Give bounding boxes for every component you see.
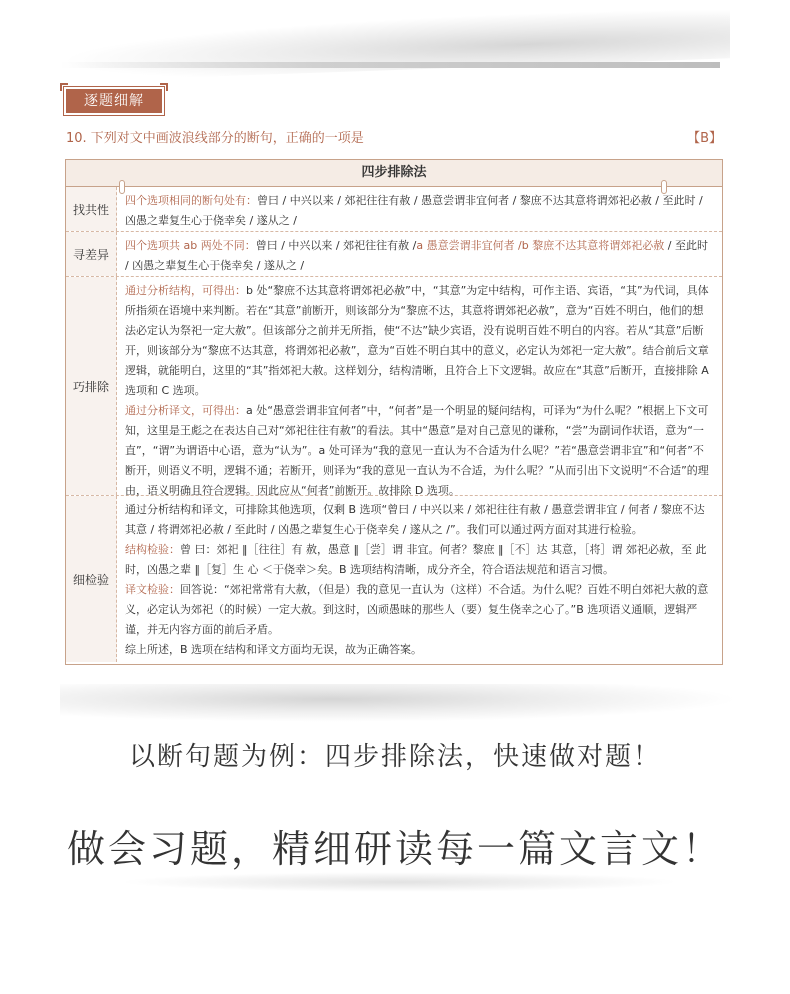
table-row [66,277,722,496]
row-text: a 处“愚意尝谓非宜何者”中，“何者”是一个明显的疑问结构，可译为“为什么呢？”根据上下文可知，这里是王彪之在表达自己对“郊祀往往有赦”的看法。其中“愚意”是对自己意见的谦称，“尝”为副词作状语，意为“一直”，“谓”为谓语中心语，意为“认为”。a 处可译为“我的意见一直认为不合适为什么呢？”若“愚意尝谓非宜”和“何者”不断开，则语义不明，逻辑不通；若断开，则译为“我的意见一直认为不合适，为什么呢？”从而引出下文说明“不合适”的理由，语义明确且符合逻辑。因此应从“何者”前断开。故排除 D 选项。 [125,404,709,497]
question [66,130,722,148]
highlight-text: 译文检验： [125,583,180,596]
row-text: 综上所述，B 选项在结构和译文方面均无误，故为正确答案。 [125,643,423,656]
bottom-decoration-shadow [60,684,740,722]
row-label: 巧排除 [66,277,117,495]
table-row [66,496,722,662]
slogan-primary: 以断句题为例：四步排除法，快速做对题！ [128,742,661,772]
row-text: 通过分析结构和译文，可排除其他选项，仅剩 B 选项“曾曰 / 中兴以来 / 郊祀往往有赦 / 愚意尝谓非宜 / 何者 / 黎庶不达其意 / 将谓郊祀必赦 / 至此时 / 凶愚之辈复生心于侥幸矣 / 遂从之 /”。我们可以通过两方面对其进行检验。 [125,503,705,536]
row-text: 回答说：“郊祀常常有大赦，（但是）我的意见一直认为（这样）不合适。为什么呢？百姓不明白郊祀大赦的意义，必定认为郊祀（的时候）一定大赦。到这时，凶顽愚昧的那些人（要）复生侥幸之心了。”B 选项语义通顺，逻辑严谨，并无内容方面的前后矛盾。 [125,583,709,636]
row-label: 找共性 [66,187,117,231]
row-label: 细检验 [66,496,117,662]
row-content [117,277,722,495]
row-text: / 至此时 / 凶愚之辈复生心于侥幸矣 / 遂从之 / [125,239,708,272]
pin-icon [119,180,125,194]
highlight-text: 四个选项共 ab 两处不同： [125,239,256,252]
question-answer: 【B】 [687,131,722,146]
table-row [66,187,722,232]
row-content [117,496,722,662]
table-row [66,232,722,277]
pin-icon [661,180,667,194]
top-decoration-shadow [60,6,730,81]
table-title: 四步排除法 [66,160,722,187]
section-tag: 逐题细解 [66,89,162,113]
highlight-text: 四个选项相同的断句处有： [125,194,257,207]
row-label: 寻差异 [66,232,117,276]
slogan-secondary: 做会习题，精细研读每一篇文言文！ [66,827,723,871]
question-text: 10. 下列对文中画波浪线部分的断句，正确的一项是 [66,131,364,146]
top-divider [60,62,720,68]
highlight-text: 通过分析结构，可得出： [125,284,246,297]
row-text: b 处“黎庶不达其意将谓郊祀必赦”中，“其意”为定中结构，可作主语、宾语，“其”为代词，具体所指须在语境中来判断。若在“其意”前断开，则该部分为“黎庶不达，其意将谓郊祀必赦”，意为“百姓不明白，他们的想法必定认为祭祀一定大赦”。但该部分之前并无所指，使“不达”缺少宾语，没有说明百姓不明白的内容。若从“其意”后断开，则该部分为“黎庶不达其意，将谓郊祀必赦”，意为“百姓不明白其中的意义，必定认为郊祀一定大赦”。结合前后文章逻辑，就能明白，这里的“其”指郊祀大赦。这样划分，结构清晰，且符合上下文逻辑。故应在“其意”后断开，直接排除 A 选项和 C 选项。 [125,284,709,397]
method-table [65,159,723,665]
row-text: 曾 曰：郊祀 ‖［往往］有 赦，愚意 ‖［尝］谓 非宜。何者？黎庶 ‖［不］达 其意，［将］谓 郊祀必赦，至 此时，凶愚之辈 ‖［复］生 心 ＜于侥幸＞矣。B 选项结构清晰，成分齐全，符合语法规范和语言习惯。 [125,543,707,576]
row-content [117,232,722,276]
highlight-text: 结构检验： [125,543,180,556]
row-content [117,187,722,231]
slogan-shadow [120,872,680,892]
row-text: 曾曰 / 中兴以来 / 郊祀往往有赦 / 愚意尝谓非宜何者 / 黎庶不达其意将谓郊祀必赦 / 至此时 / 凶愚之辈复生心于侥幸矣 / 遂从之 / [125,194,703,227]
row-text: 曾曰 / 中兴以来 / 郊祀往往有赦 / [255,239,417,252]
highlight-text: a 愚意尝谓非宜何者 /b 黎庶不达其意将谓郊祀必赦 [416,239,665,252]
highlight-text: 通过分析译文，可得出： [125,404,246,417]
